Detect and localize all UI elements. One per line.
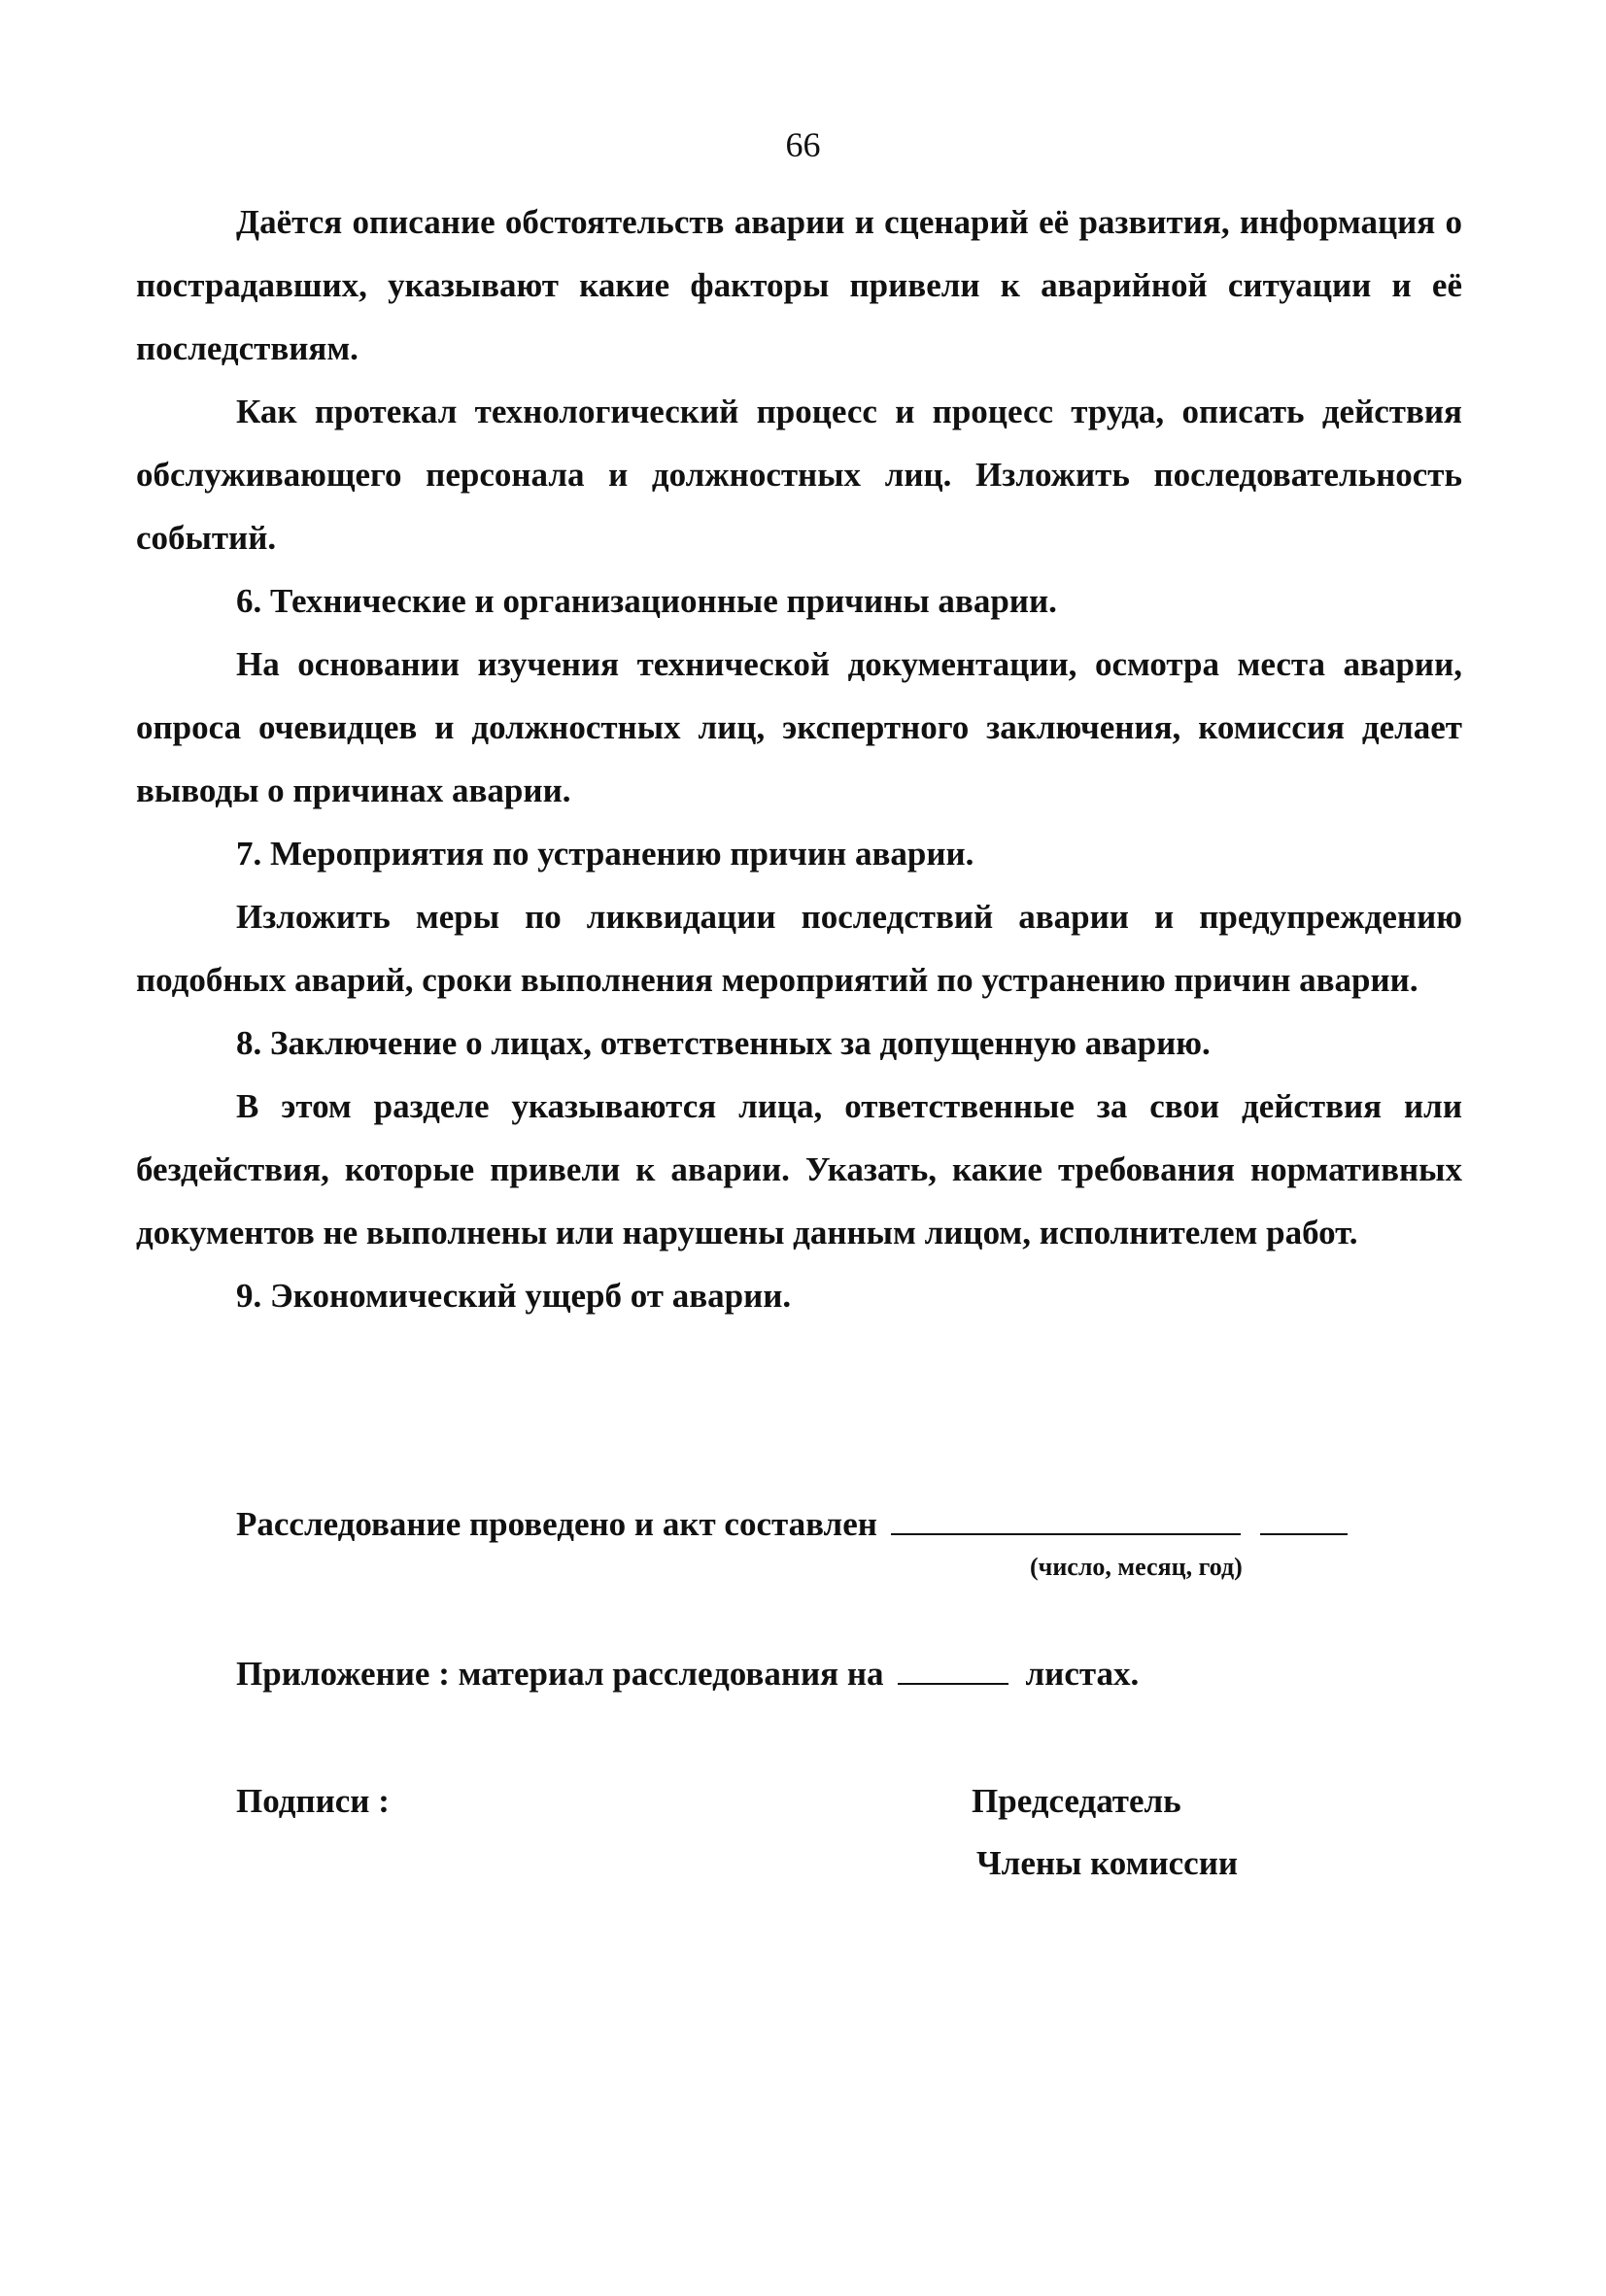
paragraph-process-description: Как протекал технологический процесс и процесс труда, описать действия обслуживающего персонала и должностных лиц. Изложить последовательность событий. [136, 393, 1462, 557]
paragraph-responsible-persons: В этом разделе указываются лица, ответственные за свои действия или бездействия, которые привели к аварии. Указать, какие требования нормативных документов не выполнены или нарушены данным лицом, исполнителем работ. [136, 1087, 1462, 1251]
sheets-blank-field [898, 1654, 1008, 1685]
heading-section-8: 8. Заключение о лицах, ответственных за допущенную аварию. [236, 1024, 1211, 1062]
year-blank-field [1260, 1504, 1348, 1535]
appendix-label: Приложение : материал расследования на [236, 1655, 884, 1693]
appendix-line [236, 1654, 1462, 1694]
date-caption: (число, месяц, год) [1030, 1553, 1243, 1581]
date-blank-field [891, 1504, 1241, 1535]
heading-section-7: 7. Мероприятия по устранению причин аварии. [236, 835, 974, 873]
investigation-label: Расследование проведено и акт составлен [236, 1505, 877, 1543]
signatures-label: Подписи : [236, 1782, 390, 1820]
investigation-date-line [236, 1504, 1462, 1544]
document-body [136, 190, 1462, 1327]
paragraph-causes: На основании изучения технической документации, осмотра места аварии, опроса очевидцев и должностных лиц, экспертного заключения, комиссия делает выводы о причинах аварии. [136, 645, 1462, 809]
heading-section-6: 6. Технические и организационные причины аварии. [236, 582, 1057, 620]
heading-section-9: 9. Экономический ущерб от аварии. [236, 1277, 792, 1315]
appendix-suffix: листах. [1025, 1655, 1140, 1693]
commission-members-label: Члены комиссии [976, 1844, 1239, 1882]
paragraph-accident-description: Даётся описание обстоятельств аварии и сценарий её развития, информация о пострадавших, указывают какие факторы привели к аварийной ситуации и её последствиям. [136, 203, 1462, 367]
page-number: 66 [785, 125, 821, 164]
signatures-line [236, 1782, 1462, 1821]
chairman-label: Председатель [972, 1782, 1181, 1820]
paragraph-measures: Изложить меры по ликвидации последствий аварии и предупреждению подобных аварий, сроки выполнения мероприятий по устранению причин аварии. [136, 898, 1462, 999]
